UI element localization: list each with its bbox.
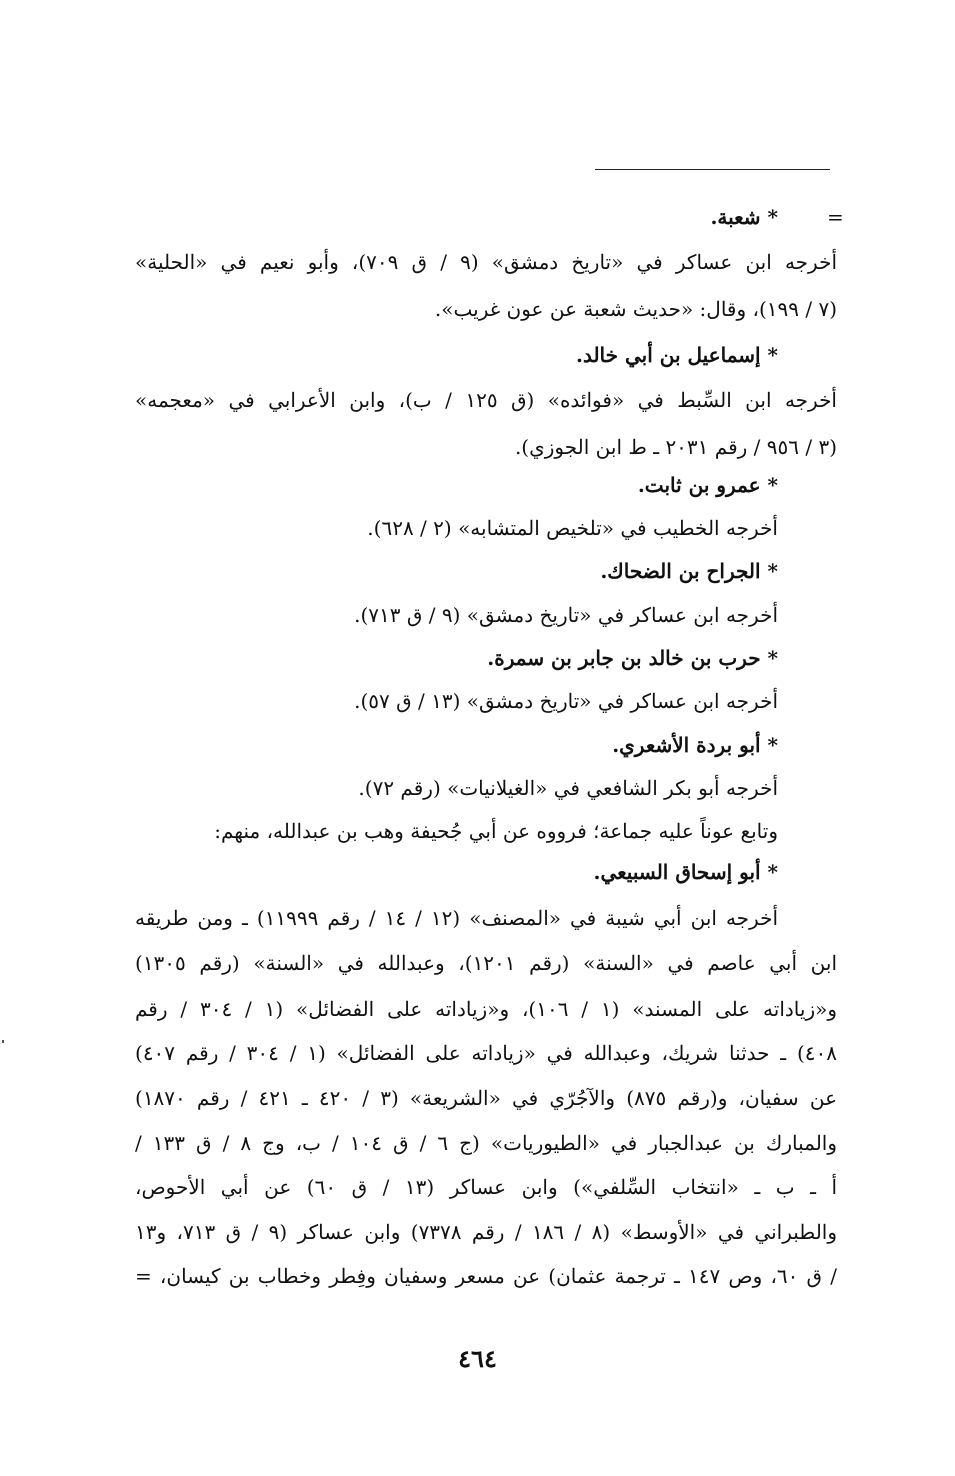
heading-amr: * عمرو بن ثابت. <box>637 473 778 497</box>
text-line: أخرجه ابن أبي شيبة في «المصنف» (١٢ / ١٤ / رقم ١١٩٩٩) ـ ومن طريقه <box>135 906 778 930</box>
text-line: عن سفيان، و(رقم ٨٧٥) والآجُرّي في «الشريعة» (٣ / ٤٢٠ ـ ٤٢١ / رقم ١٨٧٠) <box>135 1086 838 1110</box>
footnote-separator-rule <box>595 169 830 170</box>
scan-speck <box>2 1040 4 1043</box>
text-line: أ ـ ب ـ «انتخاب السِّلفي») وابن عساكر (١٣ / ق ٦٠) عن أبي الأحوص، <box>135 1175 837 1199</box>
heading-abu-ishaq: * أبو إسحاق السبيعي. <box>593 860 778 884</box>
text-line: أخرجه ابن عساكر في «تاريخ دمشق» (٩ / ق ٧١٣). <box>354 603 778 627</box>
heading-jarrah: * الجراح بن الضحاك. <box>600 559 778 583</box>
heading-shuba: * شعبة. <box>710 205 778 229</box>
text-line: / ق ٦٠، وص ١٤٧ ـ ترجمة عثمان) عن مسعر وسفيان وفِطر وخطاب بن كيسان، = <box>135 1264 837 1288</box>
text-line: أخرجه ابن عساكر في «تاريخ دمشق» (١٣ / ق ٥٧). <box>354 689 778 713</box>
heading-ismail: * إسماعيل بن أبي خالد. <box>576 343 778 367</box>
text-line: أخرجه ابن عساكر في «تاريخ دمشق» (٩ / ق ٧٠٩)، وأبو نعيم في «الحلية» <box>135 250 837 274</box>
text-line: والمبارك بن عبدالجبار في «الطيوريات» (ج ٦ / ق ١٠٤ / ب، وج ٨ / ق ١٣٣ / <box>135 1131 838 1155</box>
text-line: و«زياداته على المسند» (١ / ١٠٦)، و«زياداته على الفضائل» (١ / ٣٠٤ / رقم <box>135 997 838 1021</box>
page-number: ٤٦٤ <box>458 1344 497 1373</box>
text-line: وتابع عوناً عليه جماعة؛ فرووه عن أبي جُحيفة وهب بن عبدالله، منهم: <box>214 819 778 843</box>
heading-harb: * حرب بن خالد بن جابر بن سمرة. <box>487 646 778 670</box>
text-line: ٤٠٨) ـ حدثنا شريك، وعبدالله في «زياداته على الفضائل» (١ / ٣٠٤ / رقم ٤٠٧) <box>135 1041 837 1065</box>
text-line: (٧ / ١٩٩)، وقال: «حديث شعبة عن عون غريب». <box>434 297 837 321</box>
heading-abu-burda: * أبو بردة الأشعري. <box>612 733 778 757</box>
text-line: أخرجه الخطيب في «تلخيص المتشابه» (٢ / ٦٢٨). <box>367 516 778 540</box>
continuation-mark: = <box>827 205 844 229</box>
text-line: أخرجه ابن السِّبط في «فوائده» (ق ١٢٥ / ب)، وابن الأعرابي في «معجمه» <box>135 388 837 412</box>
text-line: والطبراني في «الأوسط» (٨ / ١٨٦ / رقم ٧٣٧٨) وابن عساكر (٩ / ق ٧١٣، و١٣ <box>135 1220 838 1244</box>
text-line: أخرجه أبو بكر الشافعي في «الغيلانيات» (رقم ٧٢). <box>358 776 778 800</box>
text-line: (٣ / ٩٥٦ / رقم ٢٠٣١ ـ ط ابن الجوزي). <box>514 435 837 459</box>
text-line: ابن أبي عاصم في «السنة» (رقم ١٢٠١)، وعبدالله في «السنة» (رقم ١٣٠٥) <box>135 951 838 975</box>
